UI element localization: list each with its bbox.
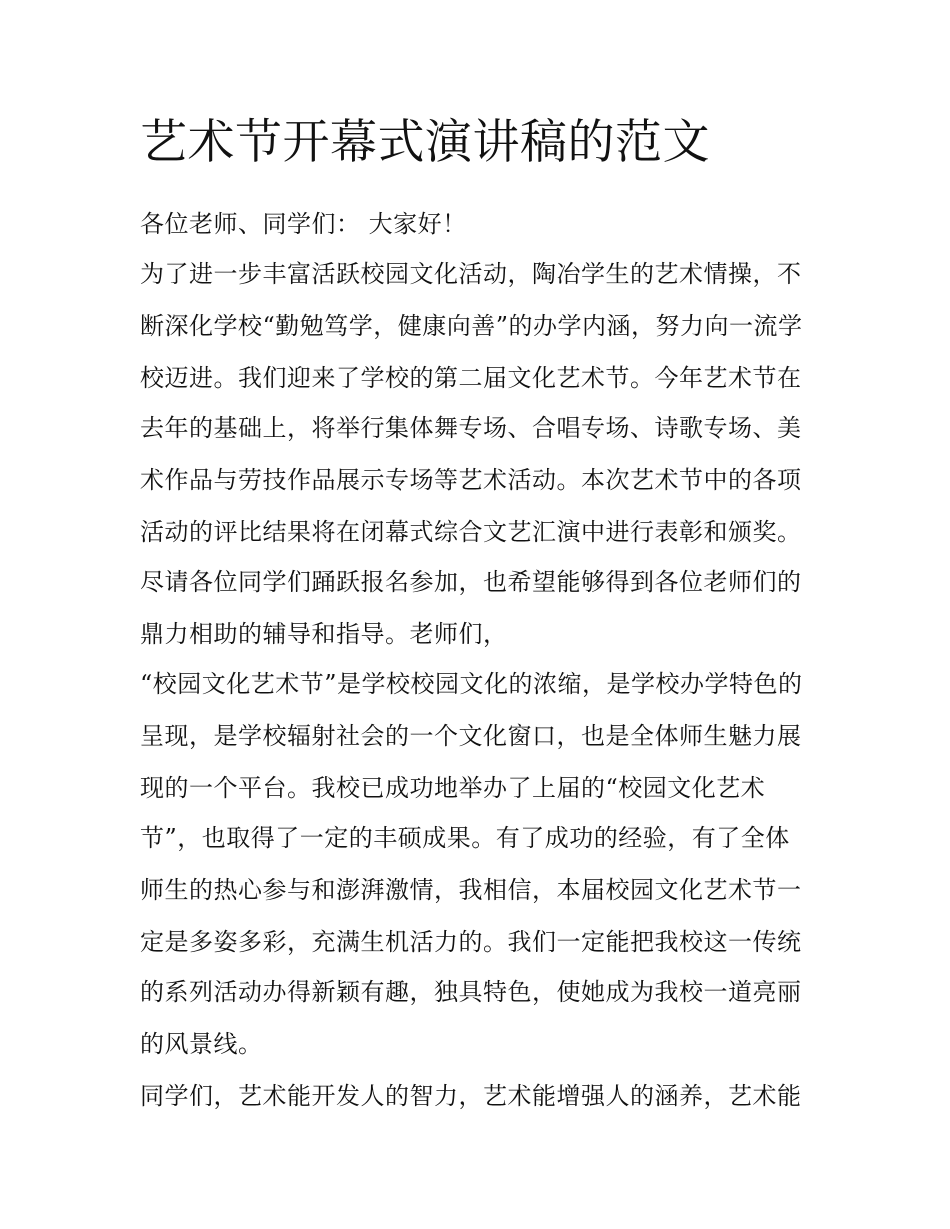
text-line: 定是多姿多彩，充满生机活力的。我们一定能把我校这一传统 <box>140 928 802 956</box>
text-line: 尽请各位同学们踊跃报名参加，也希望能够得到各位老师们的 <box>140 568 802 596</box>
text-line: 的系列活动办得新颖有趣，独具特色，使她成为我校一道亮丽 <box>140 978 802 1006</box>
text-line: 为了进一步丰富活跃校园文化活动，陶冶学生的艺术情操，不 <box>140 260 802 288</box>
text-line: 校迈进。我们迎来了学校的第二届文化艺术节。今年艺术节在 <box>140 364 802 392</box>
text-line: 去年的基础上，将举行集体舞专场、合唱专场、诗歌专场、美 <box>140 414 802 442</box>
text-line: 活动的评比结果将在闭幕式综合文艺汇演中进行表彰和颁奖。 <box>140 518 802 546</box>
text-line: 的风景线。 <box>140 1030 263 1058</box>
text-line: 断深化学校“勤勉笃学，健康向善”的办学内涵，努力向一流学 <box>140 312 803 340</box>
text-line: 现的一个平台。我校已成功地举办了上届的“校园文化艺术 <box>140 774 766 802</box>
text-line: “校园文化艺术节”是学校校园文化的浓缩，是学校办学特色的 <box>140 670 803 698</box>
text-line: 呈现，是学校辐射社会的一个文化窗口，也是全体师生魅力展 <box>140 722 802 750</box>
text-line: 同学们，艺术能开发人的智力，艺术能增强人的涵养，艺术能 <box>140 1082 802 1110</box>
document-title: 艺术节开幕式演讲稿的范文 <box>140 115 710 170</box>
text-line: 师生的热心参与和澎湃激情，我相信，本届校园文化艺术节一 <box>140 876 802 904</box>
text-line: 鼎力相助的辅导和指导。老师们， <box>140 620 508 648</box>
text-line: 节”，也取得了一定的丰硕成果。有了成功的经验，有了全体 <box>140 824 790 852</box>
greeting-line: 各位老师、同学们： 大家好！ <box>140 210 467 238</box>
text-line: 术作品与劳技作品展示专场等艺术活动。本次艺术节中的各项 <box>140 466 802 494</box>
